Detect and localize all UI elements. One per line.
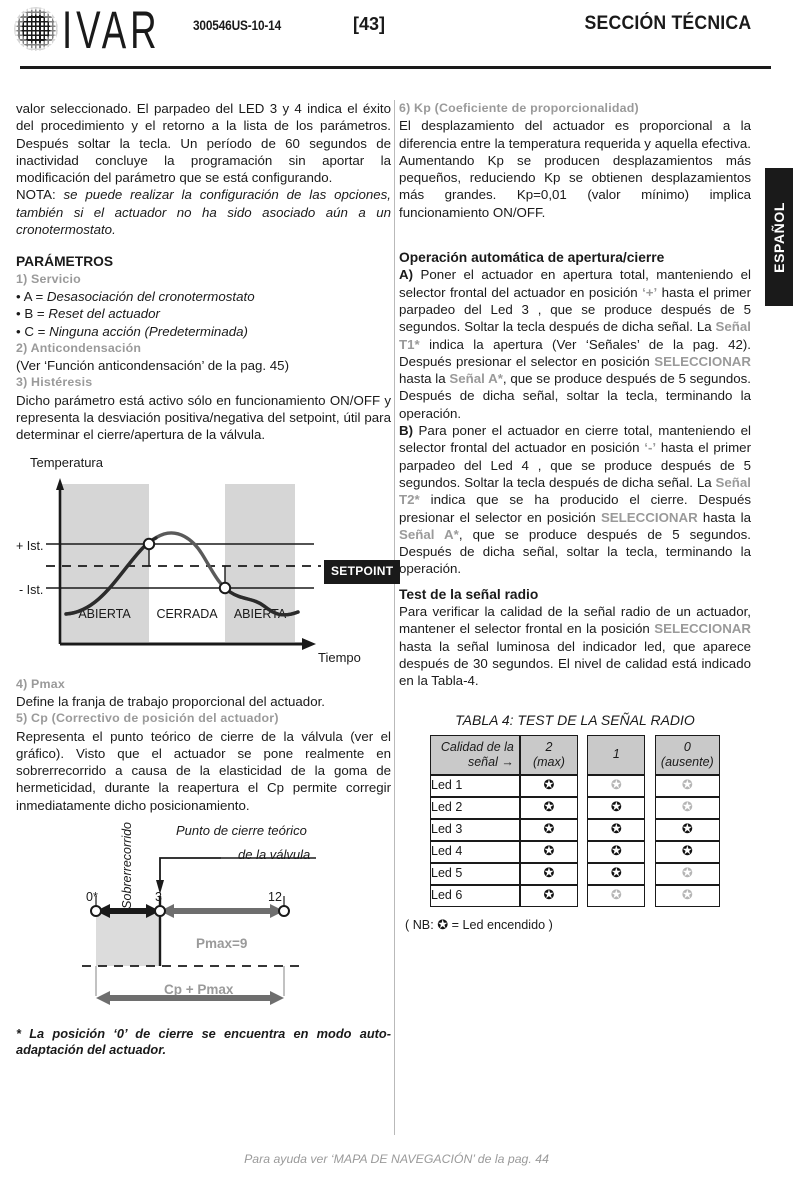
- param-1-title: 1) Servicio: [16, 271, 81, 286]
- seleccionar-token-b: SELECCIONAR: [600, 509, 698, 525]
- param-2-title: 2) Anticondensación: [16, 340, 142, 355]
- option-b-value: Reset del actuador: [48, 306, 160, 322]
- led-cell: [520, 775, 578, 797]
- param-2-body: (Ver ‘Función anticondensación’ de la pag. 45): [16, 358, 290, 374]
- table-header-row: [430, 735, 720, 775]
- led-off-icon: ✪: [681, 799, 693, 815]
- tick-label-minus-ist: - Ist.: [19, 582, 44, 597]
- step-a-text-1: Poner el actuador en apertura total, manteniendo el selector frontal del actuador en posición: [399, 267, 751, 300]
- row-gap: [645, 797, 654, 819]
- table-row: [430, 819, 720, 841]
- led-on-icon: ✪: [437, 916, 449, 932]
- signal-a-token-1: Señal A*: [449, 371, 503, 387]
- document-code: 300546US-10-14: [193, 18, 282, 33]
- led-on-icon: ✪: [543, 821, 555, 837]
- table-row: [430, 841, 720, 863]
- radio-test-text-1: Para verificar la calidad de la señal radio de un actuador, mantener el selector frontal en la posición: [399, 604, 751, 637]
- signal-t1-token: Señal T1*: [399, 319, 751, 352]
- led-on-icon: ✪: [610, 865, 622, 881]
- seleccionar-token-test: SELECCIONAR: [654, 621, 751, 637]
- selector-plus-value: ‘+’: [642, 284, 658, 300]
- state-label-abierta-2: ABIERTA: [233, 606, 287, 621]
- note-prefix: NOTA:: [16, 187, 64, 203]
- right-column: [399, 100, 751, 934]
- led-on-icon: ✪: [610, 821, 622, 837]
- parameters-heading: PARÁMETROS: [16, 254, 114, 270]
- led-off-icon: ✪: [610, 887, 622, 903]
- state-label-abierta-1: ABIERTA: [78, 606, 131, 621]
- row-gap: [578, 775, 587, 797]
- col2-top: 2: [545, 739, 553, 754]
- param-5-body: Representa el punto teórico de cierre de la válvula (ver el gráfico). Visto que el actuador se pone realmente en sobrerrecorrido a causa de la elasticidad de la goma de hermeticidad, durante la reapertura el Cp permite corregir inmediatamente dicho posicionamiento.: [16, 728, 391, 813]
- step-b-label: B): [399, 423, 414, 439]
- step-a-text-3: indica la apertura (Ver ‘Señales’ de la pag. 42). Después presionar el selector en posición: [399, 336, 751, 369]
- led-cell: [520, 863, 578, 885]
- led-cell: [587, 885, 645, 907]
- param-5-title: 5) Cp (Correctivo de posición del actuador): [16, 711, 279, 726]
- radio-test-heading: Test de la señal radio: [399, 586, 539, 602]
- table-header-col-0: [655, 735, 720, 775]
- col1-top: 1: [612, 747, 620, 762]
- table-row: [430, 775, 720, 797]
- note-open: ( NB:: [405, 917, 438, 932]
- row-gap: [578, 885, 587, 907]
- header-divider: [20, 66, 771, 69]
- table-header-col-1: [587, 735, 645, 775]
- led-cell: [520, 797, 578, 819]
- led-off-icon: ✪: [681, 887, 693, 903]
- state-label-cerrada: CERRADA: [156, 606, 218, 621]
- cp-annotation-line2: de la válvula: [238, 847, 311, 863]
- led-cell: [587, 775, 645, 797]
- table-header-col-2: [520, 735, 578, 775]
- note-close: = Led encendido ): [448, 917, 553, 932]
- cp-segment-label-pmax: Pmax=9: [196, 936, 248, 952]
- led-on-icon: ✪: [681, 821, 693, 837]
- row-label-6: Led 6: [430, 885, 520, 907]
- led-off-icon: ✪: [681, 865, 693, 881]
- option-a-value: Desasociación del cronotermostato: [46, 288, 255, 304]
- led-on-icon: ✪: [543, 777, 555, 793]
- param-1-option-c: [16, 323, 391, 340]
- param-3-title: 3) Histéresis: [16, 375, 93, 390]
- cp-vertical-label: Sobrerrecorrido: [120, 822, 134, 909]
- led-off-icon: ✪: [610, 777, 622, 793]
- table-row: [430, 797, 720, 819]
- step-b-text-1: Para poner el actuador en cierre total, manteniendo el selector frontal del actuador en posición: [399, 423, 751, 456]
- led-cell: [587, 797, 645, 819]
- led-cell: [520, 885, 578, 907]
- cp-annotation-line1: Punto de cierre teórico: [176, 823, 307, 839]
- led-on-icon: ✪: [543, 887, 555, 903]
- table-note: [405, 917, 751, 934]
- col0-bottom: (ausente): [660, 754, 714, 769]
- led-cell: [520, 841, 578, 863]
- row-label-3: Led 3: [430, 819, 520, 841]
- tick-label-plus-ist: + Ist.: [16, 538, 44, 553]
- table-row: [430, 863, 720, 885]
- step-b-text-5: , que se produce después de 5 segundos. Después de dicha señal, soltar la tecla, terminando la operación.: [399, 526, 751, 577]
- led-on-icon: ✪: [543, 843, 555, 859]
- option-a-key: • A =: [16, 288, 47, 304]
- row-gap: [578, 819, 587, 841]
- led-cell: [655, 885, 720, 907]
- row-gap: [578, 863, 587, 885]
- led-cell: [655, 863, 720, 885]
- radio-signal-table: [430, 735, 720, 907]
- signal-a-token-2: Señal A*: [399, 526, 459, 542]
- hysteresis-plot-svg: [16, 454, 391, 676]
- brand-name: IVAR: [62, 0, 161, 59]
- step-a-text-2: hasta el primer parpadeo del Led 3 , que se produce después de 5 segundos. Soltar la tecla después de dicha señal. La: [399, 284, 752, 335]
- cp-scale-label-12: 12: [268, 890, 282, 905]
- cp-scale-label-3: 3: [155, 890, 162, 905]
- step-b-text-2: hasta el primer parpadeo del Led 4 , que se produce después de 5 segundos. Soltar la tecla después de dicha señal. La: [399, 440, 752, 490]
- row-gap: [578, 841, 587, 863]
- option-c-value: Ninguna acción (Predeterminada): [49, 323, 248, 339]
- param-6-body: El desplazamiento del actuador es proporcional a la diferencia entre la temperatura requerida y aquella efectiva. Aumentando Kp se producen desplazamientos más pequeños, reduciendo Kp se obtienen desplazamientos más grandes. Kp=0,01 (valor mínimo) implica funcionamiento ON/OFF.: [399, 118, 751, 220]
- table-row: [430, 885, 720, 907]
- chart-x-axis-label: Tiempo: [318, 649, 361, 665]
- row-gap: [645, 863, 654, 885]
- led-cell: [655, 775, 720, 797]
- language-tab-label: ESPAÑOL: [771, 201, 787, 273]
- param-4-title: 4) Pmax: [16, 676, 65, 691]
- row-gap: [578, 797, 587, 819]
- option-b-key: • B =: [16, 306, 49, 322]
- cp-pmax-plot-svg: [16, 818, 391, 1016]
- row-gap: [645, 775, 654, 797]
- step-a-text-5: , que se produce después de 5 segundos. Después de dicha señal, soltar la tecla, terminando la operación.: [399, 371, 751, 421]
- option-c-key: • C =: [16, 323, 50, 339]
- corner-header-line1: Calidad de la: [440, 739, 514, 754]
- auto-operation-b: [399, 422, 751, 578]
- left-column: [16, 100, 394, 1058]
- signal-t2-token: Señal T2*: [399, 474, 751, 508]
- led-on-icon: ✪: [543, 799, 555, 815]
- cp-total-label: Cp + Pmax: [164, 982, 234, 998]
- row-gap: [645, 819, 654, 841]
- chart-y-axis-label: Temperatura: [30, 454, 103, 470]
- row-gap: [645, 885, 654, 907]
- led-cell: [587, 863, 645, 885]
- step-b-text-3: indica que se ha producido el cierre. Después presionar el selector en posición: [399, 492, 751, 525]
- led-cell: [587, 819, 645, 841]
- selector-minus-value: ‘-’: [644, 440, 657, 456]
- led-cell: [655, 797, 720, 819]
- led-cell: [655, 841, 720, 863]
- col2-bottom: (max): [532, 754, 565, 769]
- language-tab: [765, 168, 793, 306]
- led-off-icon: ✪: [681, 777, 693, 793]
- hysteresis-chart: [16, 454, 394, 676]
- globe-icon: [14, 7, 58, 51]
- auto-operation-heading: Operación automática de apertura/cierre: [399, 250, 665, 266]
- step-b-text-4: hasta la: [697, 509, 751, 525]
- param-6-title: 6) Kp (Coeficiente de proporcionalidad): [399, 101, 639, 115]
- corner-header-line2: señal →: [467, 754, 514, 769]
- note-body: se puede realizar la configuración de las opciones, también si el actuador no ha sido asociado aún a un cronotermostato.: [16, 187, 391, 238]
- led-on-icon: ✪: [610, 799, 622, 815]
- col0-top: 0: [683, 739, 691, 754]
- table-gap-2: [645, 735, 654, 775]
- row-label-5: Led 5: [430, 863, 520, 885]
- param-1-option-a: [16, 288, 391, 305]
- led-on-icon: ✪: [610, 843, 622, 859]
- led-on-icon: ✪: [543, 865, 555, 881]
- column-divider: [394, 100, 395, 1135]
- param-1-option-b: [16, 305, 391, 322]
- row-label-1: Led 1: [430, 775, 520, 797]
- step-a-label: A): [399, 267, 414, 283]
- row-label-2: Led 2: [430, 797, 520, 819]
- led-cell: [655, 819, 720, 841]
- step-a-text-4: hasta la: [399, 371, 450, 387]
- cp-pmax-chart: [16, 818, 391, 1016]
- led-cell: [520, 819, 578, 841]
- brand-logo: [14, 0, 188, 59]
- cp-scale-label-0: 0*: [86, 890, 98, 905]
- seleccionar-token-a: SELECCIONAR: [654, 353, 751, 369]
- page-footer: Para ayuda ver ‘MAPA DE NAVEGACIÓN’ de la pag. 44: [244, 1152, 549, 1166]
- radio-test-body: [399, 603, 751, 689]
- note-paragraph: [16, 186, 391, 238]
- page-header: [0, 0, 793, 74]
- param-4-body: Define la franja de trabajo proporcional del actuador.: [16, 693, 325, 709]
- led-on-icon: ✪: [681, 843, 693, 859]
- radio-test-text-2: hasta la señal luminosa del indicador led, que aparece después de 30 segundos. El nivel de calidad está indicado en la Tabla-4.: [399, 638, 751, 689]
- auto-operation-a: [399, 266, 751, 422]
- row-label-4: Led 4: [430, 841, 520, 863]
- page-number: [43]: [353, 14, 386, 34]
- param-3-body: Dicho parámetro está activo sólo en funcionamiento ON/OFF y representa la desviación positiva/negativa del setpoint, útil para determinar el cierre/apertura de la válvula.: [16, 392, 391, 443]
- led-cell: [587, 841, 645, 863]
- setpoint-badge: SETPOINT: [324, 560, 400, 584]
- table-corner-header: [430, 735, 520, 775]
- cp-footnote: * La posición ‘0’ de cierre se encuentra en modo auto-adaptación del actuador.: [16, 1026, 391, 1058]
- section-title: SECCIÓN TÉCNICA: [584, 13, 751, 34]
- table-title: TABLA 4: TEST DE LA SEÑAL RADIO: [455, 711, 695, 728]
- row-gap: [645, 841, 654, 863]
- intro-paragraph: valor seleccionado. El parpadeo del LED 3 y 4 indica el éxito del procedimiento y el retorno a la lista de los parámetros. Después soltar la tecla. Un período de 60 segundos de inactividad concluye la programación sin aportar la modificación del parámetro que se está configurando.: [16, 101, 391, 186]
- table-gap-1: [578, 735, 587, 775]
